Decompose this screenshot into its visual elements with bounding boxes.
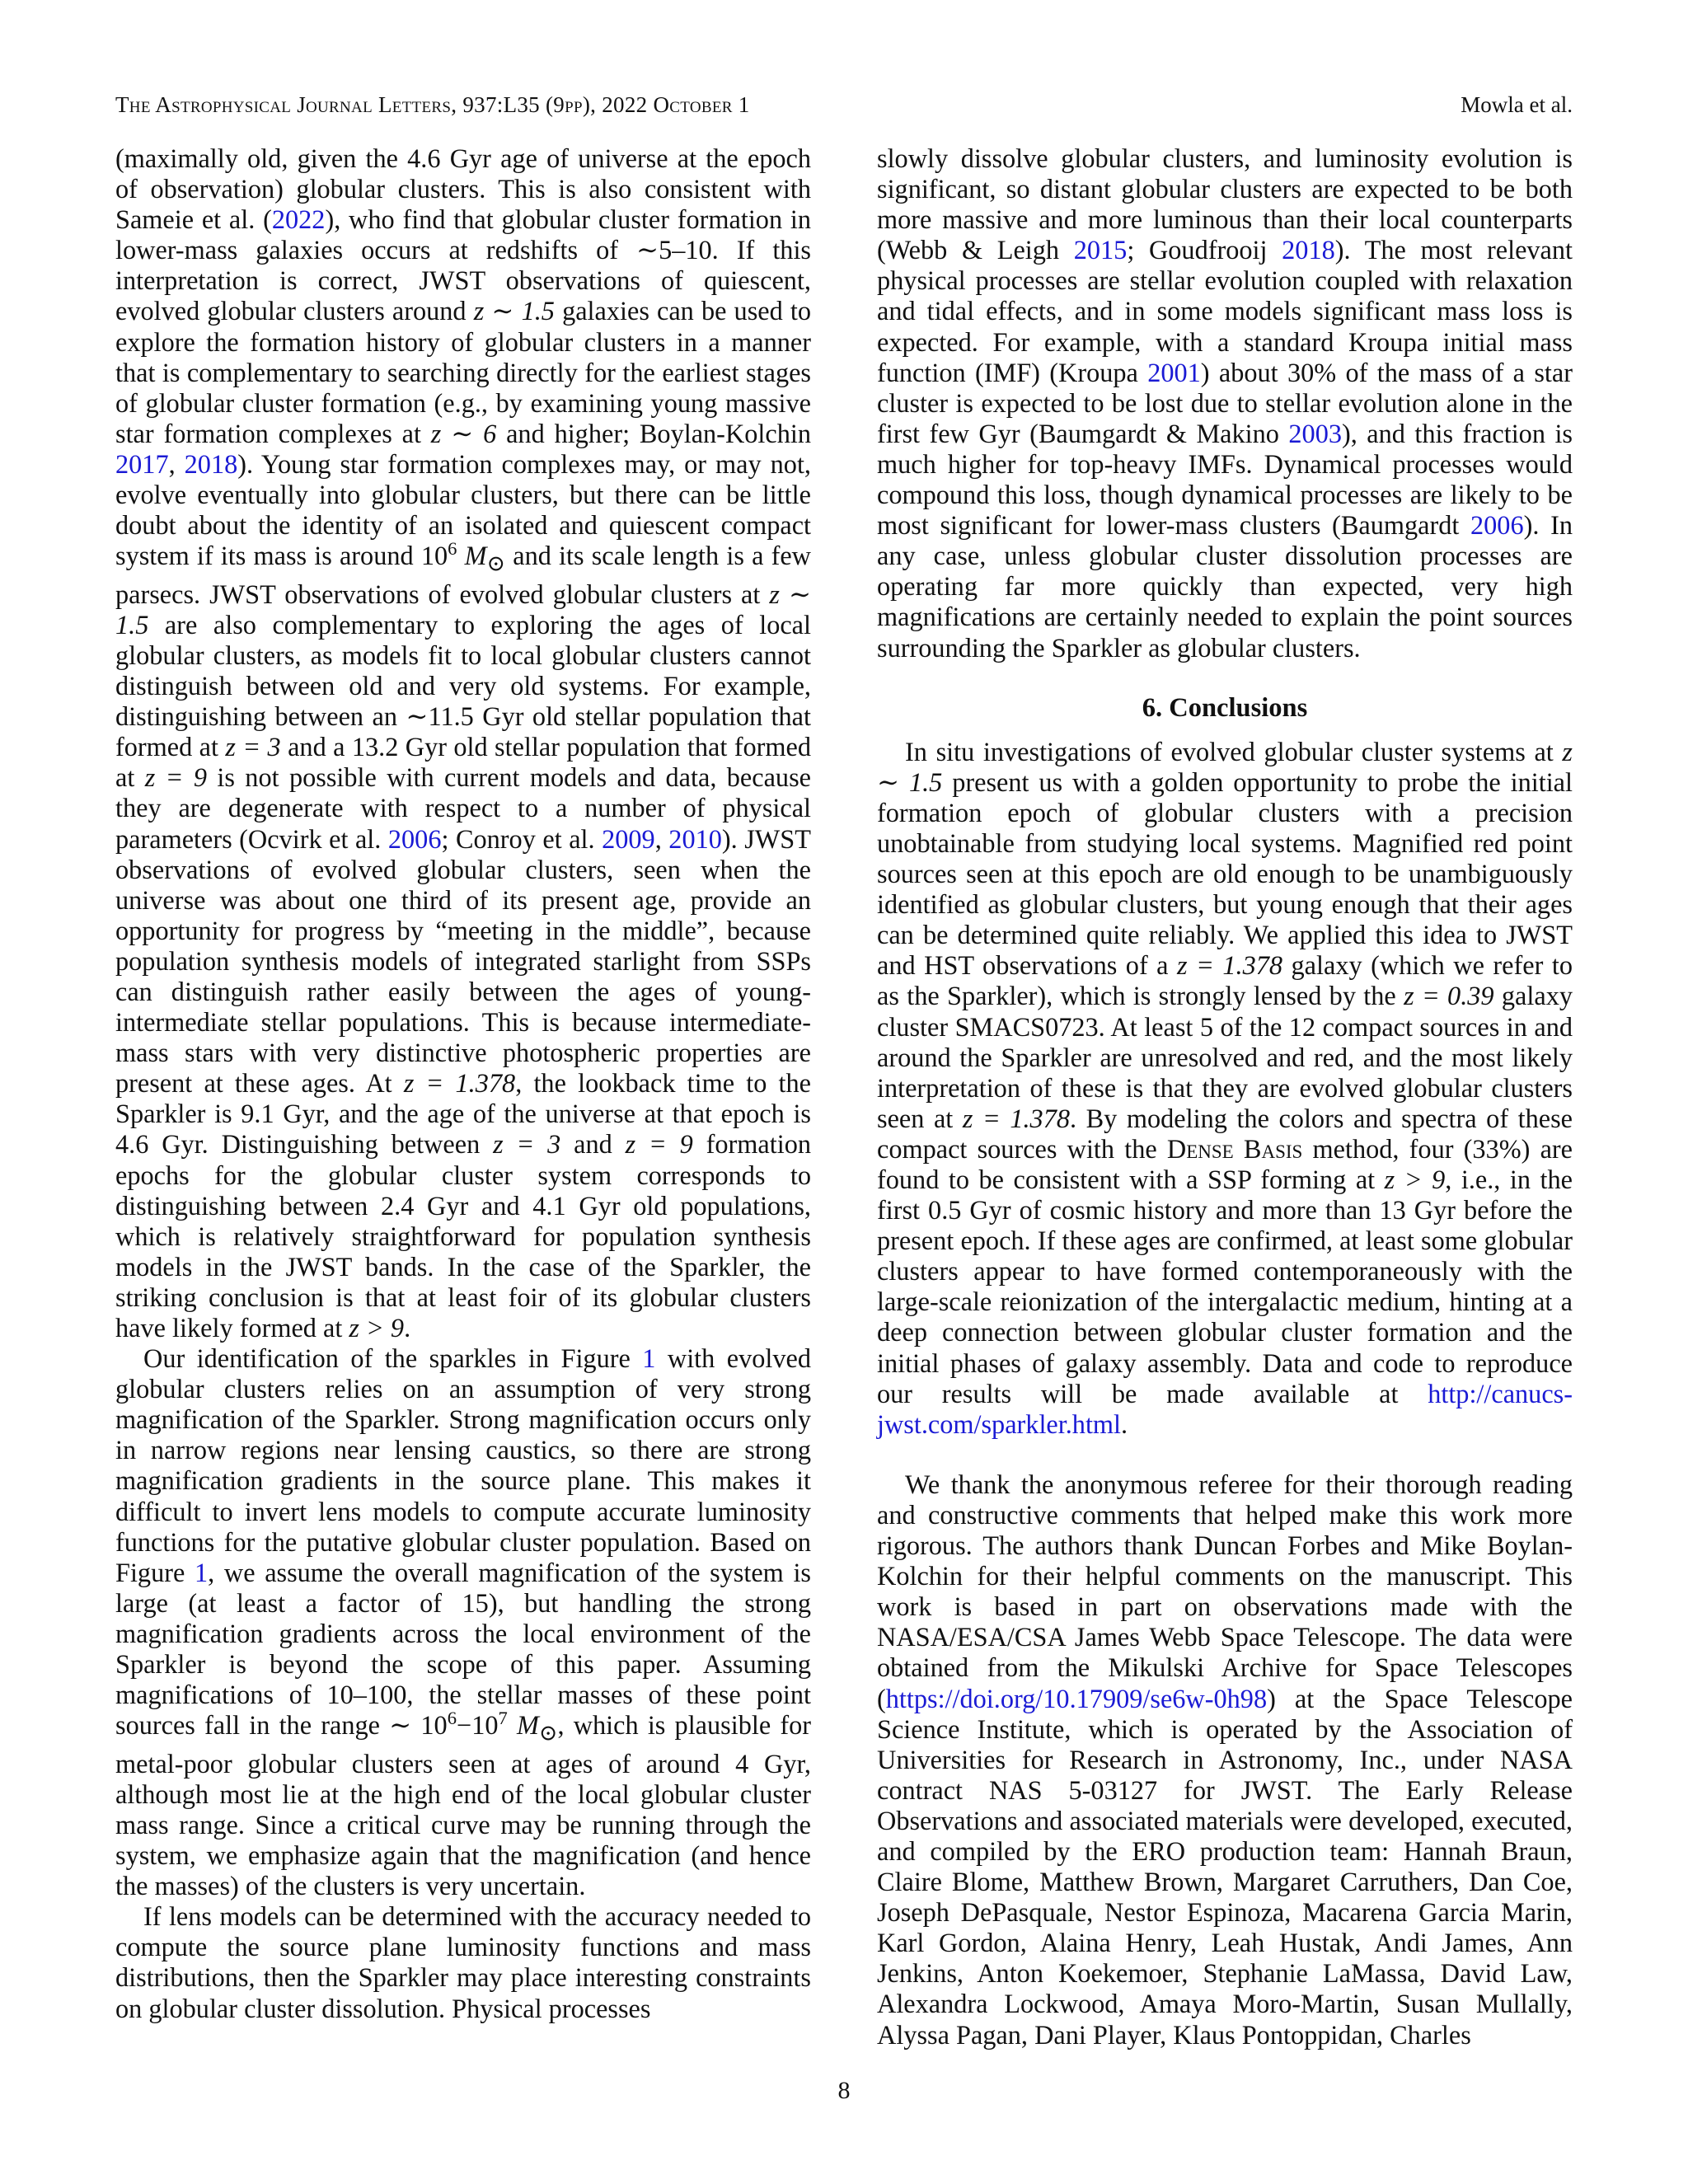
right-column <box>877 143 1573 2050</box>
citation-link[interactable]: 2006 <box>387 823 442 854</box>
paragraph-acknowledgments: We thank the anonymous referee for their thorough reading and constructive comments that helped make this work more rigorous. The authors thank Duncan Forbes and Mike Boylan-Kolchin for their helpful comments on the manuscript. This work is based in part on observations made with the NASA/ESA/CSA James Webb Space Telescope. The data were obtained from the Mikulski Archive for Space Telescopes (https://doi.org/10.17909/se6w-0h98) at the Space Telescope Science Institute, which is operated by the Association of Universities for Research in Astronomy, Inc., under NASA contract NAS 5-03127 for JWST. The Early Release Observations and associated materials were developed, executed, and compiled by the ERO production team: Hannah Braun, Claire Blome, Matthew Brown, Margaret Carruthers, Dan Coe, Joseph DePasquale, Nestor Espinoza, Macarena Garcia Marin, Karl Gordon, Alaina Henry, Leah Hustak, Andi James, Ann Jenkins, Anton Koekemoer, Stephanie LaMassa, David Law, Alexandra Lockwood, Amaya Moro-Martin, Susan Mullally, Alyssa Pagan, Dani Player, Klaus Pontoppidan, Charles <box>877 1469 1573 2050</box>
citation-link[interactable]: 2003 <box>1288 418 1342 448</box>
citation-link[interactable]: 2006 <box>1470 510 1524 541</box>
page-number: 8 <box>837 2077 851 2104</box>
citation-link[interactable]: 2018 <box>1282 235 1335 265</box>
paragraph-conclusions: In situ investigations of evolved globular cluster systems at z ∼ 1.5 present us with a golden opportunity to probe the initial formation epoch of globular clusters with a precision unobtainable from studying local systems. Magnified red point sources seen at this epoch are old enough to be unambiguously identified as globular clusters, but young enough that their ages can be determined quite reliably. We applied this idea to JWST and HST observations of a z = 1.378 galaxy (which we refer to as the Sparkler), which is strongly lensed by the z = 0.39 galaxy cluster SMACS0723. At least 5 of the 12 compact sources in and around the Sparkler are unresolved and red, and the most likely interpretation of these is that they are evolved globular clusters seen at z = 1.378. By modeling the colors and spectra of these compact sources with the Dense Basis method, four (33%) are found to be consistent with a SSP forming at z > 9, i.e., in the first 0.5 Gyr of cosmic history and more than 13 Gyr before the present epoch. If these ages are confirmed, at least some globular clusters appear to have formed contemporaneously with the large-scale reionization of the intergalactic medium, hinting at a deep connection between globular cluster formation and the initial phases of galaxy assembly. Data and code to reproduce our results will be made available at http://canucs-jwst.com/sparkler.html. <box>877 736 1573 1439</box>
paragraph-dissolution: slowly dissolve globular clusters, and luminosity evolution is significant, so distant globular clusters are expected to be both more massive and more luminous than their local counterparts (Webb & Leigh 2015; Goudfrooij 2018). The most relevant physical processes are stellar evolution coupled with relaxation and tidal effects, and in some models significant mass loss is expected. For example, with a standard Kroupa initial mass function (IMF) (Kroupa 2001) about 30% of the mass of a star cluster is expected to be lost due to stellar evolution alone in the first few Gyr (Baumgardt & Makino 2003), and this fraction is much higher for top-heavy IMFs. Dynamical processes would compound this loss, though dynamical processes are likely to be most significant for lower-mass clusters (Baumgardt 2006). In any case, unless globular cluster dissolution processes are operating far more quickly than expected, very high magnifications are certainly needed to explain the point sources surrounding the Sparkler as globular clusters. <box>877 143 1573 663</box>
spacer <box>877 1440 1573 1469</box>
citation-link[interactable]: 2010 <box>668 823 722 854</box>
figure-link[interactable]: 1 <box>642 1343 656 1374</box>
citation-link[interactable]: 2015 <box>1073 235 1128 265</box>
running-header-authors: Mowla et al. <box>1461 92 1573 117</box>
paragraph-magnification: Our identification of the sparkles in Figure 1 with evolved globular clusters relies on an assumption of very strong magnification of the Sparkler. Strong magnification occurs only in narrow regions near lensing caustics, so there are strong magnification gradients in the source plane. This makes it difficult to invert lens models to compute accurate luminosity functions for the putative globular cluster population. Based on Figure 1, we assume the overall magnification of the system is large (at least a factor of 15), but handling the strong magnification gradients across the local environment of the Sparkler is beyond the scope of this paper. Assuming magnifications of 10–100, the stellar masses of these point sources fall in the range ∼ $10^6-10^7$ $M_⊙$, which is plausible for metal-poor globular clusters seen at ages of around 4 Gyr, although most lie at the high end of the local globular cluster mass range. Since a critical curve may be running through the system, we emphasize again that the magnification (and hence the masses) of the clusters is very uncertain. <box>115 1343 812 1901</box>
section-title-conclusions: 6. Conclusions <box>1142 692 1308 723</box>
running-header-journal: The Astrophysical Journal Letters, 937:L35 (9pp), 2022 October 1 <box>115 92 750 117</box>
figure-link[interactable]: 1 <box>194 1557 209 1587</box>
left-column <box>115 143 811 2024</box>
citation-link[interactable]: 2022 <box>271 204 326 235</box>
sparkler-data-link[interactable]: http://canucs-jwst.com/sparkler.html <box>877 1378 1573 1439</box>
doi-link[interactable]: https://doi.org/10.17909/se6w-0h98 <box>885 1683 1268 1713</box>
citation-link[interactable]: 2017 <box>115 448 169 479</box>
citation-link[interactable]: 2009 <box>602 823 655 854</box>
citation-link[interactable]: 2001 <box>1147 357 1201 387</box>
citation-link[interactable]: 2018 <box>184 448 238 479</box>
paragraph-globular-cluster-ages: (maximally old, given the 4.6 Gyr age of universe at the epoch of observation) globular clusters. This is also consistent with Sameie et al. (2022), who find that globular cluster formation in lower-mass galaxies occurs at redshifts of ∼5–10. If this interpretation is correct, JWST observations of quiescent, evolved globular clusters around z ∼ 1.5 galaxies can be used to explore the formation history of globular clusters in a manner that is complementary to searching directly for the earliest stages of globular cluster formation (e.g., by examining young massive star formation complexes at z ∼ 6 and higher; Boylan-Kolchin 2017, 2018). Young star formation complexes may, or may not, evolve eventually into globular clusters, but there can be little doubt about the identity of an isolated and quiescent compact system if its mass is around $10^6$ $M_⊙$ and its scale length is a few parsecs. JWST observations of evolved globular clusters at z ∼ 1.5 are also complementary to exploring the ages of local globular clusters, as models fit to local globular clusters cannot distinguish between old and very old systems. For example, distinguishing between an ∼11.5 Gyr old stellar population that formed at z = 3 and a 13.2 Gyr old stellar population that formed at z = 9 is not possible with current models and data, because they are degenerate with respect to a number of physical parameters (Ocvirk et al. 2006; Conroy et al. 2009, 2010). JWST observations of evolved globular clusters, seen when the universe was about one third of its present age, provide an opportunity for progress by “meeting in the middle”, because population synthesis models of integrated starlight from SSPs can distinguish rather easily between the ages of young-intermediate stellar populations. This is because intermediate-mass stars with very distinctive photospheric properties are present at these ages. At z = 1.378, the lookback time to the Sparkler is 9.1 Gyr, and the age of the universe at that epoch is 4.6 Gyr. Distinguishing between z = 3 and z = 9 formation epochs for the globular cluster system corresponds to distinguishing between 2.4 Gyr and 4.1 Gyr old populations, which is relatively straightforward for population synthesis models in the JWST bands. In the case of the Sparkler, the striking conclusion is that at least foir of its globular clusters have likely formed at z > 9. <box>115 143 811 1343</box>
paragraph-lens-models: If lens models can be determined with the accuracy needed to compute the source plane luminosity functions and mass distributions, then the Sparkler may place interesting constraints on globular cluster dissolution. Physical processes <box>115 1901 811 2023</box>
